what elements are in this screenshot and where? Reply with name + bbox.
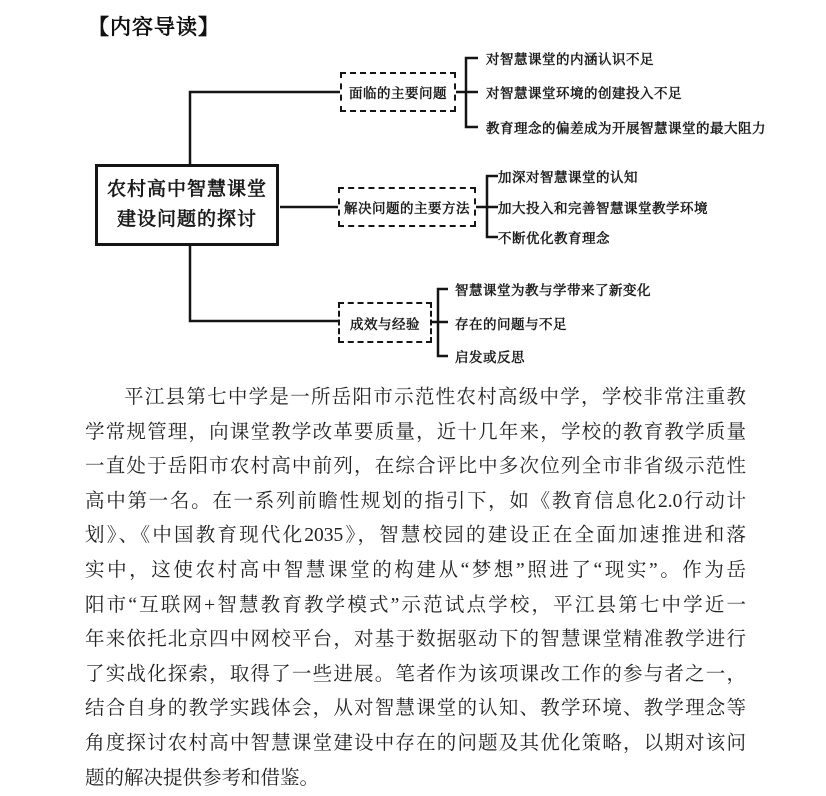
leaf-method-2: 加大投入和完善智慧课堂教学环境	[498, 201, 708, 216]
article-line: 实中，这使农村高中智慧课堂的构建从“梦想”照进了“现实”。作为岳	[85, 559, 746, 581]
root-topic-line1: 农村高中智慧课堂	[106, 179, 267, 200]
article-line: 一直处于岳阳市农村高中前列，在综合评比中多次位列全市非省级示范性	[85, 456, 746, 478]
leaf-method-3: 不断优化教育理念	[498, 231, 610, 246]
section-header: 【内容导读】	[88, 16, 220, 39]
mindmap-diagram	[0, 0, 826, 385]
article-line: 年来依托北京四中网校平台，对基于数据驱动下的智慧课堂精准教学进行	[85, 629, 746, 651]
leaf-problem-2: 对智慧课堂环境的创建投入不足	[486, 86, 682, 101]
leaf-result-1: 智慧课堂为教与学带来了新变化	[455, 283, 651, 298]
article-line: 学常规管理，向课堂教学改革要质量，近十几年来，学校的教育教学质量	[85, 421, 746, 443]
root-topic-box	[95, 164, 279, 246]
branch-box-methods: 解决问题的主要方法	[338, 187, 476, 227]
leaf-result-2: 存在的问题与不足	[455, 317, 567, 332]
article-line: 高中第一名。在一系列前瞻性规划的指引下，如《教育信息化2.0行动计	[85, 490, 746, 512]
leaf-problem-3: 教育理念的偏差成为开展智慧课堂的最大阻力	[486, 121, 766, 136]
leaf-method-1: 加深对智慧课堂的认知	[498, 170, 638, 185]
article-line: 了实战化探索，取得了一些进展。笔者作为该项课改工作的参与者之一，	[85, 663, 746, 685]
leaf-problem-1: 对智慧课堂的内涵认识不足	[486, 52, 654, 67]
article-line: 结合自身的教学实践体会，从对智慧课堂的认知、教学环境、教学理念等	[85, 698, 746, 720]
article-line: 划》、《中国教育现代化2035》，智慧校园的建设正在全面加速推进和落	[85, 525, 746, 547]
article-line: 平江县第七中学是一所岳阳市示范性农村高级中学，学校非常注重教	[124, 387, 746, 408]
article-line: 阳市“互联网+智慧教育教学模式”示范试点学校，平江县第七中学近一	[85, 594, 746, 616]
article-line: 题的解决提供参考和借鉴。	[85, 767, 320, 789]
root-topic-line2: 建设问题的探讨	[116, 209, 257, 230]
branch-box-problems: 面临的主要问题	[340, 72, 456, 112]
leaf-result-3: 启发或反思	[455, 350, 525, 365]
article-line: 角度探讨农村高中智慧课堂建设中存在的问题及其优化策略，以期对该问	[85, 732, 746, 754]
branch-box-results: 成效与经验	[338, 302, 432, 343]
article-paragraph	[85, 381, 746, 796]
